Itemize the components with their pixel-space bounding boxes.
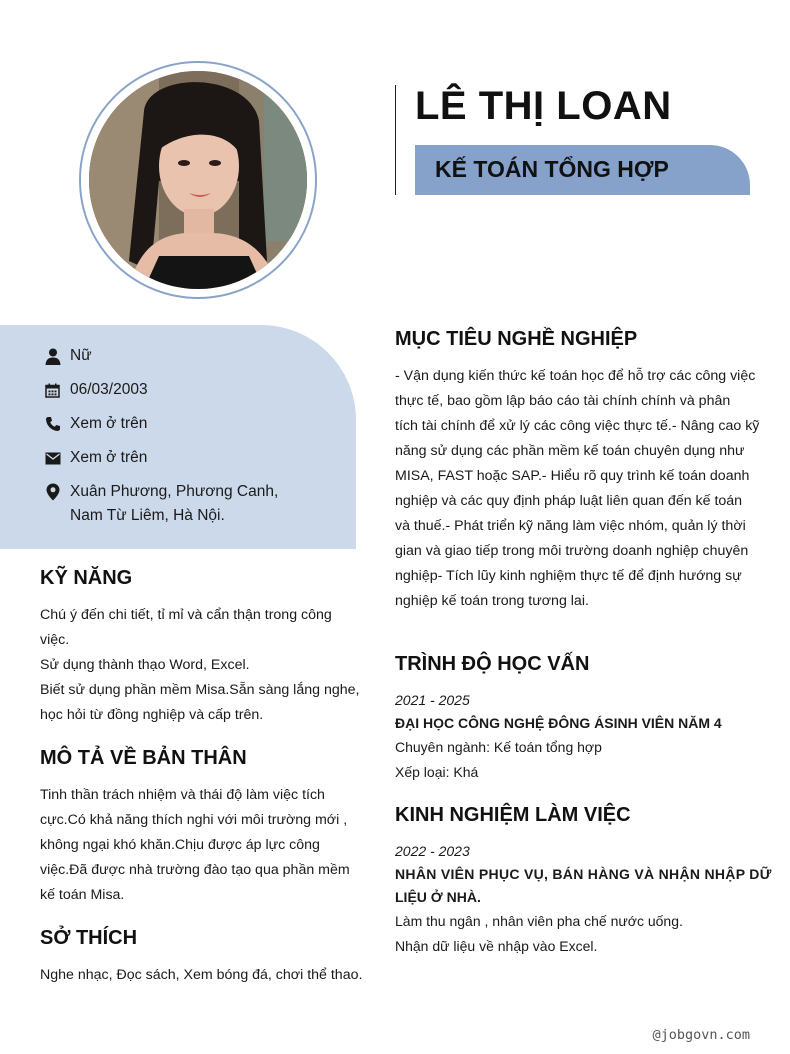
- address-line-1: Xuân Phương, Phương Canh,: [70, 483, 279, 500]
- experience-desc-2: Nhận dữ liệu về nhập vào Excel.: [395, 938, 598, 954]
- gender-row: [44, 344, 92, 368]
- education-heading: TRÌNH ĐỘ HỌC VẤN: [395, 653, 590, 675]
- address-row: [44, 480, 278, 528]
- skills-line: học hỏi từ đồng nghiệp và cấp trên.: [40, 707, 264, 723]
- avatar-frame: [79, 61, 317, 299]
- experience-role-line-2: LIỆU Ở NHÀ.: [395, 889, 481, 905]
- objective-line: nghiệp- Tích lũy kinh nghiệm thực tế để định hướng sự: [395, 568, 742, 584]
- skills-line: Chú ý đến chi tiết, tỉ mỉ và cẩn thận trong công: [40, 607, 332, 623]
- phone-icon: [44, 412, 61, 436]
- birthday-row: [44, 378, 148, 402]
- about-line: việc.Đã được nhà trường đào tạo qua phần mềm: [40, 862, 350, 878]
- experience-heading: KINH NGHIỆM LÀM VIỆC: [395, 804, 631, 826]
- calendar-icon: [44, 378, 61, 402]
- position-banner: [415, 145, 750, 195]
- person-icon: [44, 344, 61, 368]
- about-line: kế toán Misa.: [40, 887, 125, 903]
- location-pin-icon: [44, 480, 61, 504]
- objective-line: tích tài chính để xử lý các công việc thực tế.- Nâng cao kỹ: [395, 418, 760, 434]
- objective-line: - Vận dụng kiến thức kế toán học để hỗ trợ các công việc: [395, 368, 756, 384]
- address-line-2: Nam Từ Liêm, Hà Nội.: [70, 507, 225, 524]
- experience-role-line-1: NHÂN VIÊN PHỤC VỤ, BÁN HÀNG VÀ NHẬN NHẬP DỮ: [395, 866, 772, 882]
- education-block: [395, 689, 722, 785]
- phone-value: Xem ở trên: [70, 415, 148, 432]
- about-heading: MÔ TẢ VỀ BẢN THÂN: [40, 747, 247, 769]
- objective-text: [395, 364, 759, 614]
- gender-value: Nữ: [70, 347, 92, 364]
- objective-line: nghiệp kế toán trong tương lai.: [395, 593, 589, 609]
- email-value: Xem ở trên: [70, 449, 148, 466]
- email-row: [44, 446, 147, 470]
- watermark: @jobgovn.com: [652, 1027, 750, 1043]
- skills-text: [40, 603, 359, 728]
- about-line: Tinh thần trách nhiệm và thái độ làm việc tích: [40, 787, 325, 803]
- education-period: 2021 - 2025: [395, 692, 470, 708]
- experience-block: [395, 840, 772, 959]
- objective-line: và thuế.- Phát triển kỹ năng làm việc nhóm, quản lý thời: [395, 518, 746, 534]
- address-value: [70, 480, 278, 528]
- education-school: ĐẠI HỌC CÔNG NGHỆ ĐÔNG ÁSINH VIÊN NĂM 4: [395, 715, 722, 731]
- mail-icon: [44, 446, 61, 470]
- about-line: không ngại khó khăn.Chịu được áp lực công: [40, 837, 320, 853]
- skills-line: việc.: [40, 632, 70, 648]
- header-divider: [395, 85, 396, 195]
- about-line: cực.Có khả năng thích nghi với môi trường mới ,: [40, 812, 348, 828]
- hobbies-line: Nghe nhạc, Đọc sách, Xem bóng đá, chơi thể thao.: [40, 967, 363, 983]
- objective-line: nghiệp và các quy định pháp luật liên quan đến kế toán: [395, 493, 743, 509]
- objective-line: gian và giao tiếp trong môi trường doanh nghiệp chuyên: [395, 543, 749, 559]
- hobbies-text: [40, 963, 362, 988]
- objective-heading: MỤC TIÊU NGHỀ NGHIỆP: [395, 328, 638, 350]
- skills-line: Biết sử dụng phần mềm Misa.Sẵn sàng lắng nghe,: [40, 682, 360, 698]
- hobbies-heading: SỞ THÍCH: [40, 927, 138, 949]
- objective-line: thực tế, bao gồm lập báo cáo tài chính chính và phân: [395, 393, 731, 409]
- birthday-value: 06/03/2003: [70, 381, 148, 398]
- avatar: [89, 71, 307, 289]
- about-text: [40, 783, 350, 908]
- education-major: Chuyên ngành: Kế toán tổng hợp: [395, 739, 602, 755]
- profile-photo: [89, 71, 307, 289]
- experience-desc-1: Làm thu ngân , nhân viên pha chế nước uống.: [395, 913, 683, 929]
- position-title: KẾ TOÁN TỔNG HỢP: [435, 156, 669, 182]
- skills-line: Sử dụng thành thạo Word, Excel.: [40, 657, 250, 673]
- candidate-name: LÊ THỊ LOAN: [415, 84, 672, 128]
- experience-period: 2022 - 2023: [395, 843, 470, 859]
- objective-line: MISA, FAST hoặc SAP.- Hiểu rõ quy trình kế toán doanh: [395, 468, 750, 484]
- objective-line: năng sử dụng các phần mềm kế toán chuyên dụng như: [395, 443, 745, 459]
- education-grade: Xếp loại: Khá: [395, 764, 479, 780]
- skills-heading: KỸ NĂNG: [40, 567, 133, 589]
- phone-row: [44, 412, 147, 436]
